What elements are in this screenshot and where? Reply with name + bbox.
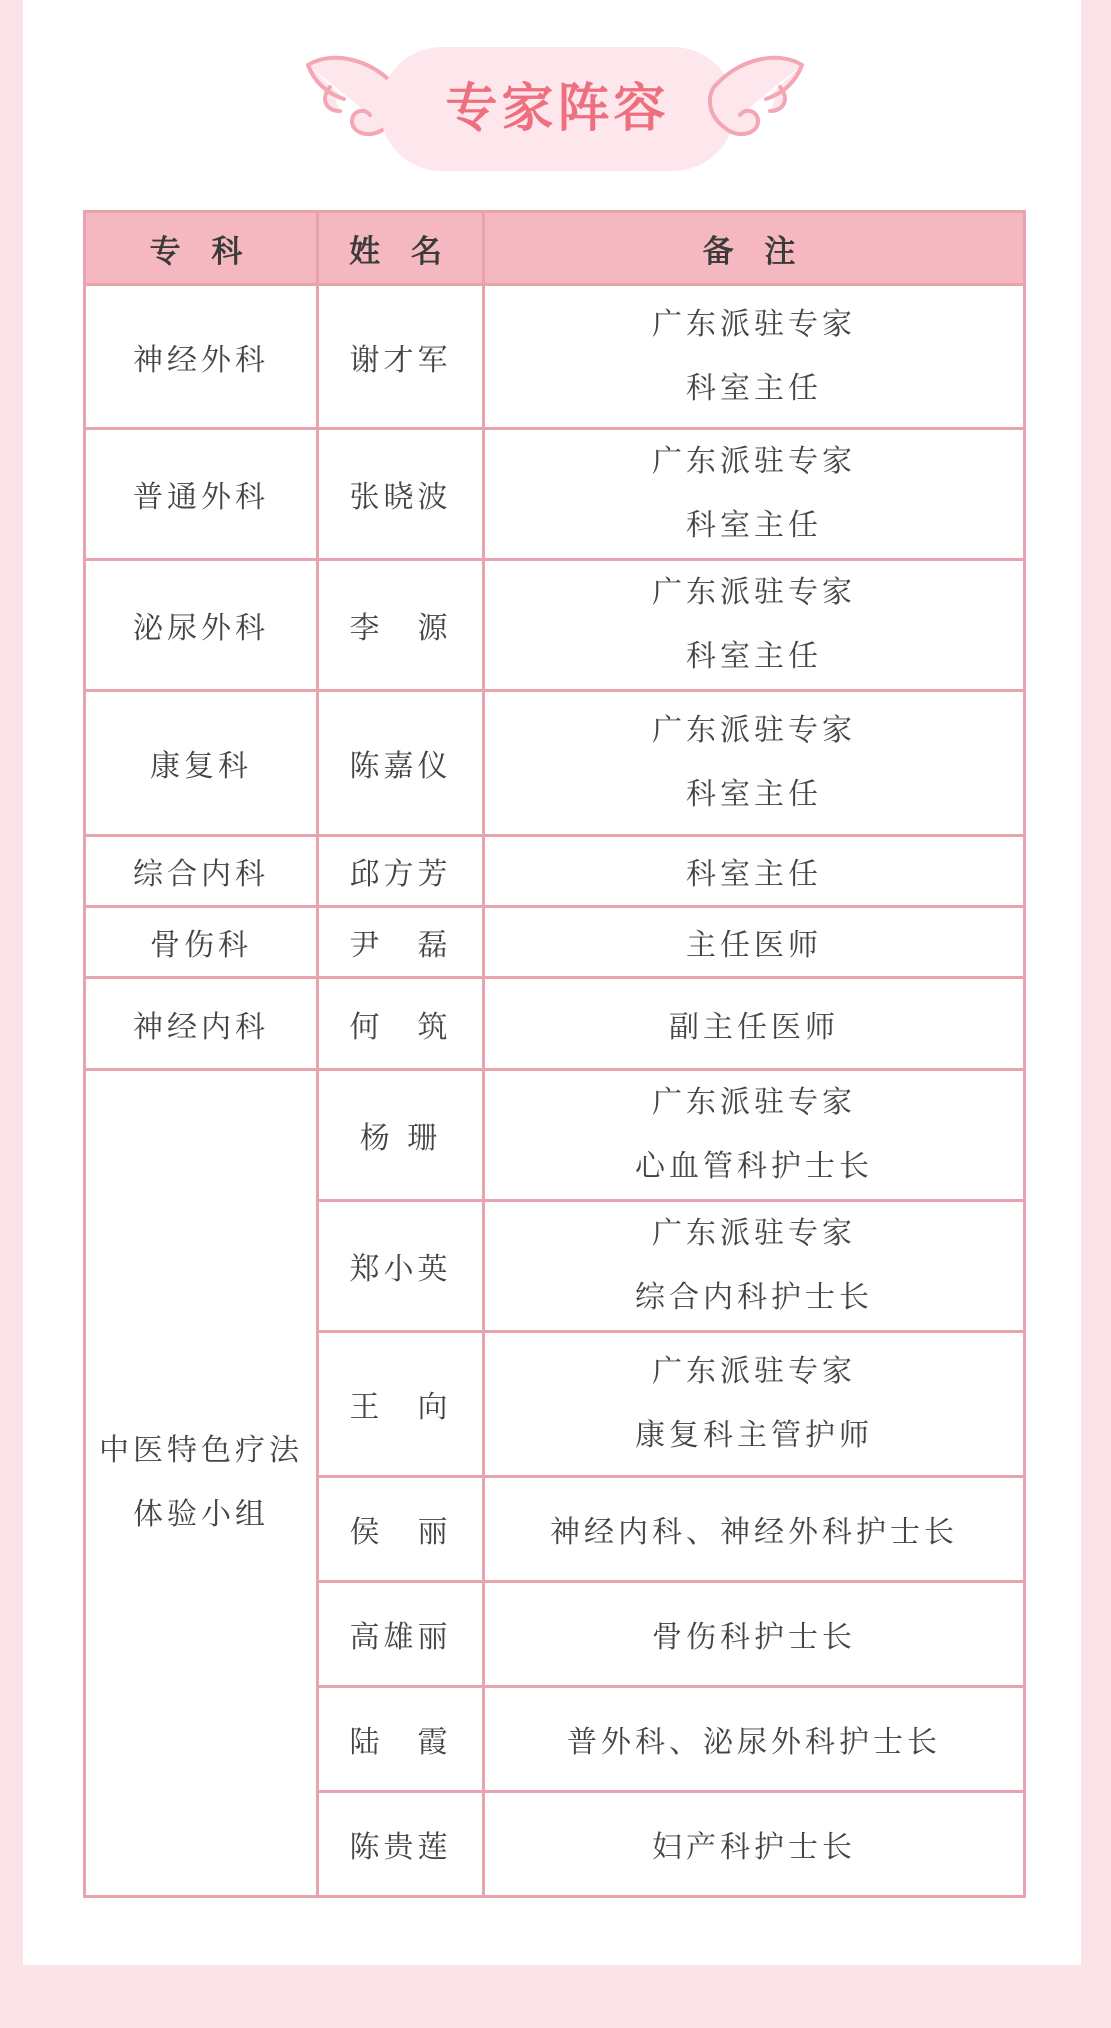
table-row: [85, 429, 1025, 560]
table-row: [85, 1070, 1025, 1201]
note-cell: 广东派驻专家 综合内科护士长: [484, 1201, 1025, 1332]
note-cell: 骨伤科护士长: [484, 1582, 1025, 1687]
note-cell: 科室主任: [484, 836, 1025, 907]
note-cell: 普外科、泌尿外科护士长: [484, 1687, 1025, 1792]
table-row: [85, 285, 1025, 429]
name-cell: 陈嘉仪: [318, 691, 484, 836]
header-name: 姓 名: [318, 212, 484, 285]
department-cell: 泌尿外科: [85, 560, 318, 691]
name-cell: 尹 磊: [318, 907, 484, 978]
name-cell: 侯 丽: [318, 1477, 484, 1582]
department-cell: 综合内科: [85, 836, 318, 907]
note-cell: 广东派驻专家 科室主任: [484, 429, 1025, 560]
title-banner: [300, 47, 810, 177]
note-cell: 神经内科、神经外科护士长: [484, 1477, 1025, 1582]
table-row: [85, 907, 1025, 978]
name-cell: 邱方芳: [318, 836, 484, 907]
department-cell: 神经外科: [85, 285, 318, 429]
note-cell: 妇产科护士长: [484, 1792, 1025, 1897]
name-cell: 何 筑: [318, 978, 484, 1070]
note-cell: 副主任医师: [484, 978, 1025, 1070]
table-row: [85, 691, 1025, 836]
department-cell: 骨伤科: [85, 907, 318, 978]
group-department-cell: 中医特色疗法 体验小组: [85, 1070, 318, 1897]
note-cell: 广东派驻专家 科室主任: [484, 691, 1025, 836]
table-row: [85, 978, 1025, 1070]
name-cell: 郑小英: [318, 1201, 484, 1332]
note-cell: 广东派驻专家 科室主任: [484, 560, 1025, 691]
name-cell: 高雄丽: [318, 1582, 484, 1687]
expert-table: [83, 210, 1026, 1898]
department-cell: 普通外科: [85, 429, 318, 560]
page-title: 专家阵容: [445, 79, 670, 139]
right-wing-icon: [700, 47, 810, 147]
name-cell: 陆 霞: [318, 1687, 484, 1792]
table-header-row: [85, 212, 1025, 285]
name-cell: 杨 珊: [318, 1070, 484, 1201]
department-cell: 神经内科: [85, 978, 318, 1070]
header-note: 备 注: [484, 212, 1025, 285]
department-cell: 康复科: [85, 691, 318, 836]
name-cell: 谢才军: [318, 285, 484, 429]
note-cell: 广东派驻专家 康复科主管护师: [484, 1332, 1025, 1477]
table-row: [85, 836, 1025, 907]
note-cell: 主任医师: [484, 907, 1025, 978]
name-cell: 李 源: [318, 560, 484, 691]
name-cell: 陈贵莲: [318, 1792, 484, 1897]
note-cell: 广东派驻专家 心血管科护士长: [484, 1070, 1025, 1201]
header-department: 专 科: [85, 212, 318, 285]
name-cell: 王 向: [318, 1332, 484, 1477]
name-cell: 张晓波: [318, 429, 484, 560]
note-cell: 广东派驻专家 科室主任: [484, 285, 1025, 429]
table-row: [85, 560, 1025, 691]
